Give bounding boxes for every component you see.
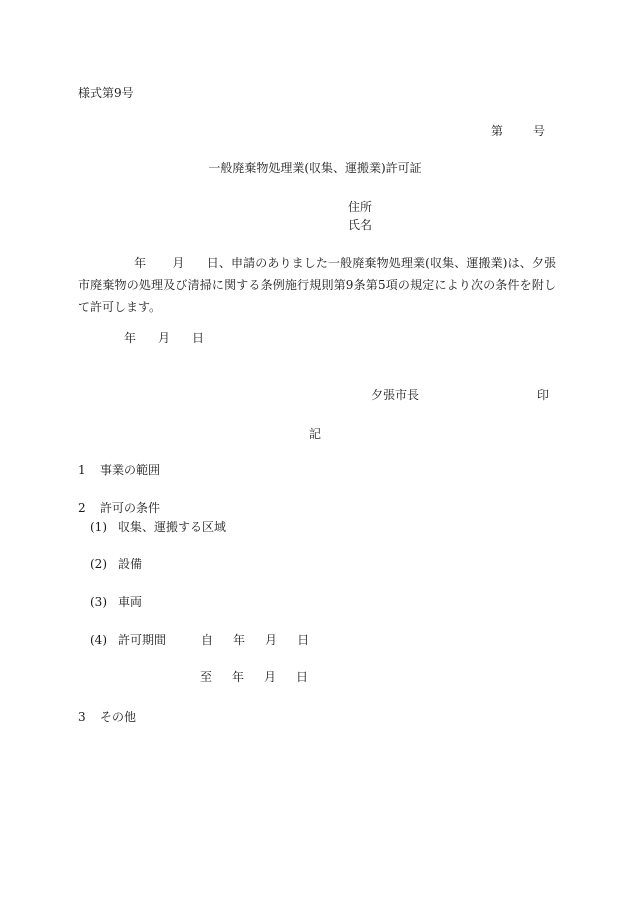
sub-item-number: (2) <box>90 557 107 571</box>
sub-item-number: (1) <box>90 520 107 534</box>
form-number: 様式第9号 <box>78 86 134 100</box>
document-title: 一般廃棄物処理業(収集、運搬業)許可証 <box>208 161 422 175</box>
list-item <box>78 500 160 516</box>
period-from: 自 <box>201 633 214 647</box>
sub-item-label: 車両 <box>118 595 143 609</box>
period-from-month: 月 <box>265 633 278 647</box>
sub-item <box>90 519 226 535</box>
recipient-block <box>348 198 372 234</box>
list-item <box>78 462 160 478</box>
sub-item-number: (3) <box>90 595 107 609</box>
address-label: 住所 <box>348 200 373 214</box>
period-to-month: 月 <box>264 670 277 684</box>
sub-item-label: 許可期間 <box>118 633 167 647</box>
list-item <box>78 709 136 725</box>
period-to-year: 年 <box>232 670 245 684</box>
body-paragraph <box>78 252 556 318</box>
sub-item <box>90 594 142 610</box>
issue-year: 年 <box>124 331 137 345</box>
seal-mark: 印 <box>537 388 550 402</box>
body-text: 日、申請のありました一般廃棄物処理業(収集、運搬業)は、夕張市廃棄物の処理及び清掃に関する条例施行規則第9条第5項の規定により次の条件を附して許可します。 <box>78 256 556 314</box>
item-number: 3 <box>78 710 86 724</box>
item-number: 2 <box>78 501 86 515</box>
name-label: 氏名 <box>348 218 373 232</box>
sub-item <box>90 556 142 572</box>
item-label: 事業の範囲 <box>100 463 161 477</box>
issue-month: 月 <box>158 331 171 345</box>
body-year: 年 <box>134 256 147 270</box>
sub-item-number: (4) <box>90 633 107 647</box>
item-label: 許可の条件 <box>100 501 161 515</box>
period-from-day: 日 <box>297 633 310 647</box>
period-to: 至 <box>200 670 213 684</box>
sub-item-label: 設備 <box>118 557 143 571</box>
sub-item <box>90 632 309 648</box>
period-to-day: 日 <box>296 670 309 684</box>
period-to-line <box>200 669 308 685</box>
body-month: 月 <box>172 256 185 270</box>
issuer-title: 夕張市長 <box>371 388 420 402</box>
doc-number-suffix: 号 <box>533 124 546 138</box>
doc-number-prefix: 第 <box>491 124 504 138</box>
issue-day: 日 <box>192 331 205 345</box>
ki-heading: 記 <box>308 427 321 441</box>
item-label: その他 <box>100 710 137 724</box>
document-number <box>491 123 545 139</box>
period-from-year: 年 <box>233 633 246 647</box>
sub-item-label: 収集、運搬する区域 <box>118 520 227 534</box>
item-number: 1 <box>78 463 86 477</box>
issue-date <box>124 330 204 346</box>
